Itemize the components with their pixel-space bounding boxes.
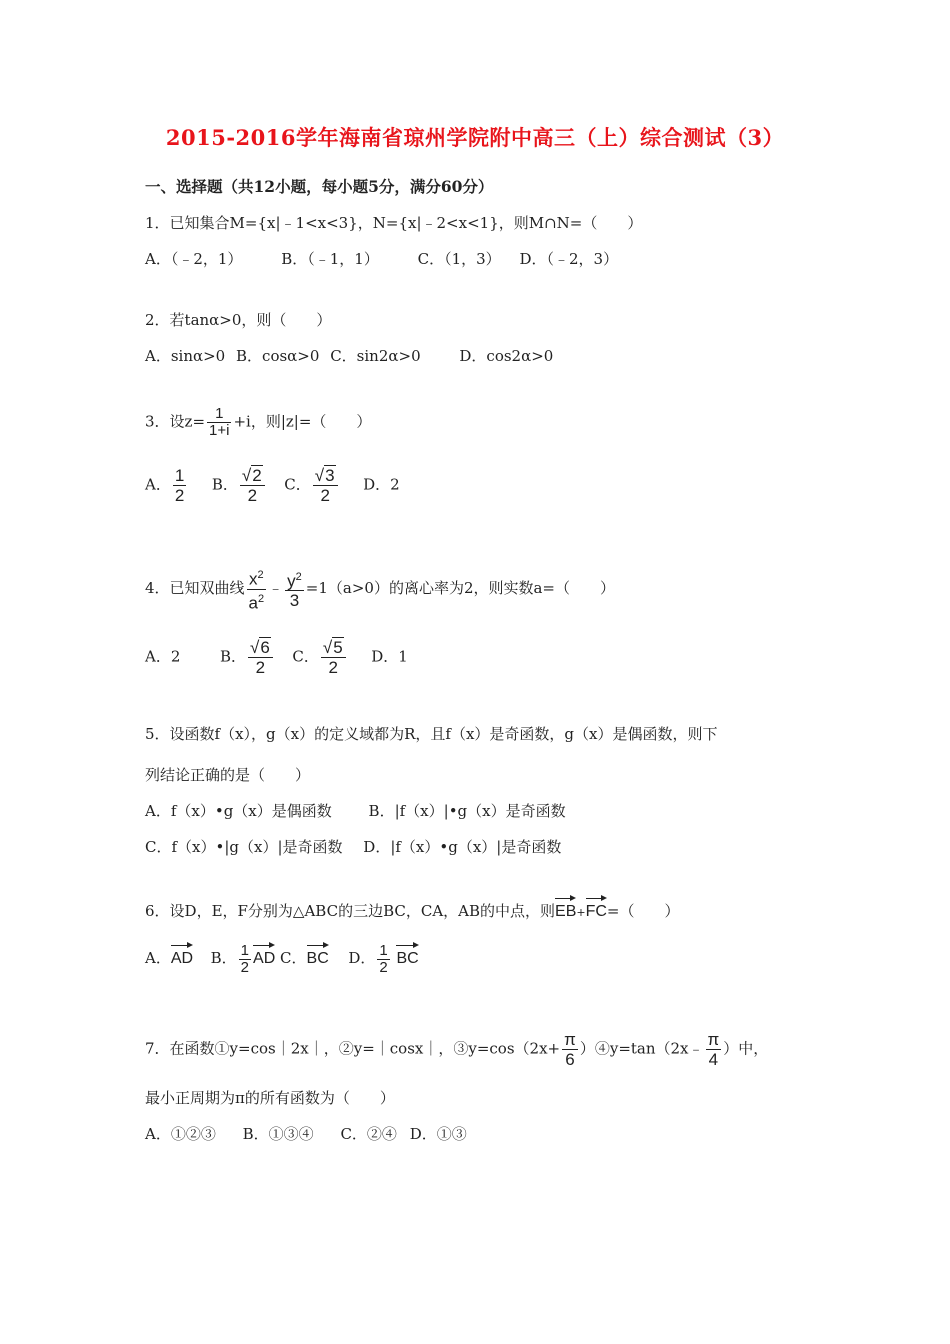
question-7-options xyxy=(145,1123,467,1145)
q6-option-b-label: B． xyxy=(210,949,237,967)
question-3-stem xyxy=(145,406,371,439)
q3-c-den: 2 xyxy=(320,486,330,505)
q5-option-d: D．|f（x）•g（x）|是奇函数 xyxy=(363,838,562,856)
q7-fraction-pi-6 xyxy=(562,1030,578,1069)
q3-option-c-label: C． xyxy=(284,475,311,494)
q7-f1-num: π xyxy=(564,1030,576,1049)
q3-fraction-numerator: 1 xyxy=(207,406,231,423)
q5-option-c: C．f（x）•|g（x）|是奇函数 xyxy=(145,838,343,856)
q6-vector-fc: FC xyxy=(586,895,607,923)
q3-b-den: 2 xyxy=(247,486,258,505)
q4-option-b-label: B． xyxy=(219,647,246,666)
question-5-options-row1 xyxy=(145,800,566,822)
q2-option-b: B．cosα>0 xyxy=(236,347,320,365)
q4-a-exp: 2 xyxy=(258,592,265,605)
q6-d-den: 2 xyxy=(379,958,388,976)
question-1-stem: 1．已知集合M={x|﹣1<x<3}，N={x|﹣2<x<1}，则M∩N=（ ） xyxy=(145,214,643,232)
q7-f2-den: 4 xyxy=(708,1050,719,1069)
q4-fraction-x xyxy=(247,566,267,612)
q4-x: x xyxy=(249,569,258,589)
q7-option-b: B．①③④ xyxy=(242,1125,314,1143)
q7-fraction-pi-4 xyxy=(706,1030,722,1069)
q3-fraction xyxy=(207,406,231,439)
question-7-stem xyxy=(145,1030,768,1069)
q4-a: a xyxy=(248,593,259,613)
q4-y: y xyxy=(287,571,296,591)
sqrt-symbol: √5 xyxy=(322,638,343,657)
q6-option-a-vector: AD xyxy=(171,942,193,970)
q6-vector-eb: EB xyxy=(555,895,576,923)
q7-f1-den: 6 xyxy=(565,1050,575,1069)
sqrt-symbol: √2 xyxy=(241,466,262,485)
question-6-stem xyxy=(145,895,680,924)
q4-b-den: 2 xyxy=(255,658,266,677)
question-5-stem-line1: 5．设函数f（x），g（x）的定义域都为R，且f（x）是奇函数，g（x）是偶函数，则下 xyxy=(145,725,718,743)
q6-option-d-vector: BC xyxy=(396,942,418,970)
q3-a-num: 1 xyxy=(174,466,185,485)
section-heading: 一、选择题（共12小题，每小题5分，满分60分） xyxy=(145,177,494,196)
question-5-stem-line2: 列结论正确的是（ ） xyxy=(145,766,311,784)
q6-option-a-label: A． xyxy=(145,949,171,967)
q5-option-a: A．f（x）•g（x）是偶函数 xyxy=(145,802,332,820)
question-7-stem-line2: 最小正周期为π的所有函数为（ ） xyxy=(145,1089,395,1107)
q6-b-den: 2 xyxy=(240,958,250,976)
q3-option-d: D．2 xyxy=(363,475,400,494)
q3-option-b-fraction xyxy=(240,466,265,505)
question-3-options xyxy=(145,466,400,505)
q3-option-a-fraction xyxy=(173,466,186,505)
q3-option-b-label: B． xyxy=(211,475,238,494)
q4-c-num: 5 xyxy=(333,638,343,657)
q3-stem-suffix: +i，则|z|=（ ） xyxy=(233,412,372,431)
q4-c-den: 2 xyxy=(328,658,338,677)
exam-title: 2015-2016学年海南省琼州学院附中高三（上）综合测试（3） xyxy=(165,125,785,150)
q3-fraction-denominator: 1+i xyxy=(209,422,230,439)
q5-option-b: B．|f（x）|•g（x）是奇函数 xyxy=(368,802,566,820)
q7-f2-num: π xyxy=(707,1030,720,1049)
question-1-options xyxy=(145,248,618,270)
q4-option-c-label: C． xyxy=(292,647,319,666)
q6-option-d-label: D． xyxy=(348,949,376,967)
question-4-options xyxy=(145,638,408,677)
question-2-options xyxy=(145,345,553,367)
q2-option-c: C．sin2α>0 xyxy=(330,347,421,365)
q4-option-c-fraction xyxy=(321,638,346,677)
question-4-stem xyxy=(145,566,615,612)
q6-plus: + xyxy=(576,906,586,919)
q6-option-b-vector: AD xyxy=(253,942,275,970)
q3-stem-prefix: 3．设z= xyxy=(145,412,206,431)
sqrt-symbol: √6 xyxy=(249,638,270,657)
q4-option-a: A．2 xyxy=(145,647,181,666)
q7-option-c: C．②④ xyxy=(340,1125,397,1143)
q1-option-b: B．（﹣1，1） xyxy=(281,250,379,268)
q4-y-exp: 2 xyxy=(295,570,302,583)
q4-option-b-fraction xyxy=(248,638,273,677)
q2-option-d: D．cos2α>0 xyxy=(459,347,554,365)
q6-option-b-fraction xyxy=(239,943,251,976)
q3-option-c-fraction xyxy=(313,466,338,505)
q7-option-a: A．①②③ xyxy=(145,1125,216,1143)
q7-stem-prefix: 7．在函数①y=cos｜2x｜，②y=｜cosx｜，③y=cos（2x+ xyxy=(145,1039,561,1058)
q1-option-c: C．（1，3） xyxy=(417,250,501,268)
q4-b-num: 6 xyxy=(260,638,270,657)
q1-option-a: A．（﹣2，1） xyxy=(145,250,243,268)
q4-x-exp: 2 xyxy=(257,569,264,581)
q1-option-d: D．（﹣2，3） xyxy=(519,250,619,268)
q4-stem-suffix: =1（a>0）的离心率为2，则实数a=（ ） xyxy=(305,579,616,598)
q7-option-d: D．①③ xyxy=(409,1125,467,1143)
q6-stem-suffix: =（ ） xyxy=(606,902,680,920)
q2-option-a: A．sinα>0 xyxy=(145,347,226,365)
q6-option-c-label: C． xyxy=(280,949,307,967)
q3-a-den: 2 xyxy=(174,486,185,505)
q3-c-num: 3 xyxy=(325,466,335,485)
sqrt-symbol: √3 xyxy=(314,466,335,485)
q7-stem-suffix: ）中， xyxy=(723,1039,769,1058)
q7-stem-middle: ）④y=tan（2x﹣ xyxy=(579,1039,704,1058)
q4-option-d: D．1 xyxy=(371,647,408,666)
q6-stem-prefix: 6．设D，E，F分别为△ABC的三边BC，CA，AB的中点，则 xyxy=(145,902,556,920)
q4-fraction-y xyxy=(285,568,304,611)
question-6-options xyxy=(145,942,419,976)
question-5-options-row2 xyxy=(145,836,561,858)
q6-option-d-fraction xyxy=(377,943,389,976)
q6-d-num: 1 xyxy=(379,941,388,959)
q4-y-den: 3 xyxy=(289,591,300,611)
question-2-stem: 2．若tanα>0，则（ ） xyxy=(145,311,332,329)
q4-minus: ﹣ xyxy=(268,579,284,598)
q3-option-a-label: A． xyxy=(145,475,171,494)
q3-b-num: 2 xyxy=(252,466,262,485)
q4-stem-prefix: 4．已知双曲线 xyxy=(145,579,245,598)
q6-b-num: 1 xyxy=(240,941,250,959)
q6-option-c-vector: BC xyxy=(307,942,329,970)
